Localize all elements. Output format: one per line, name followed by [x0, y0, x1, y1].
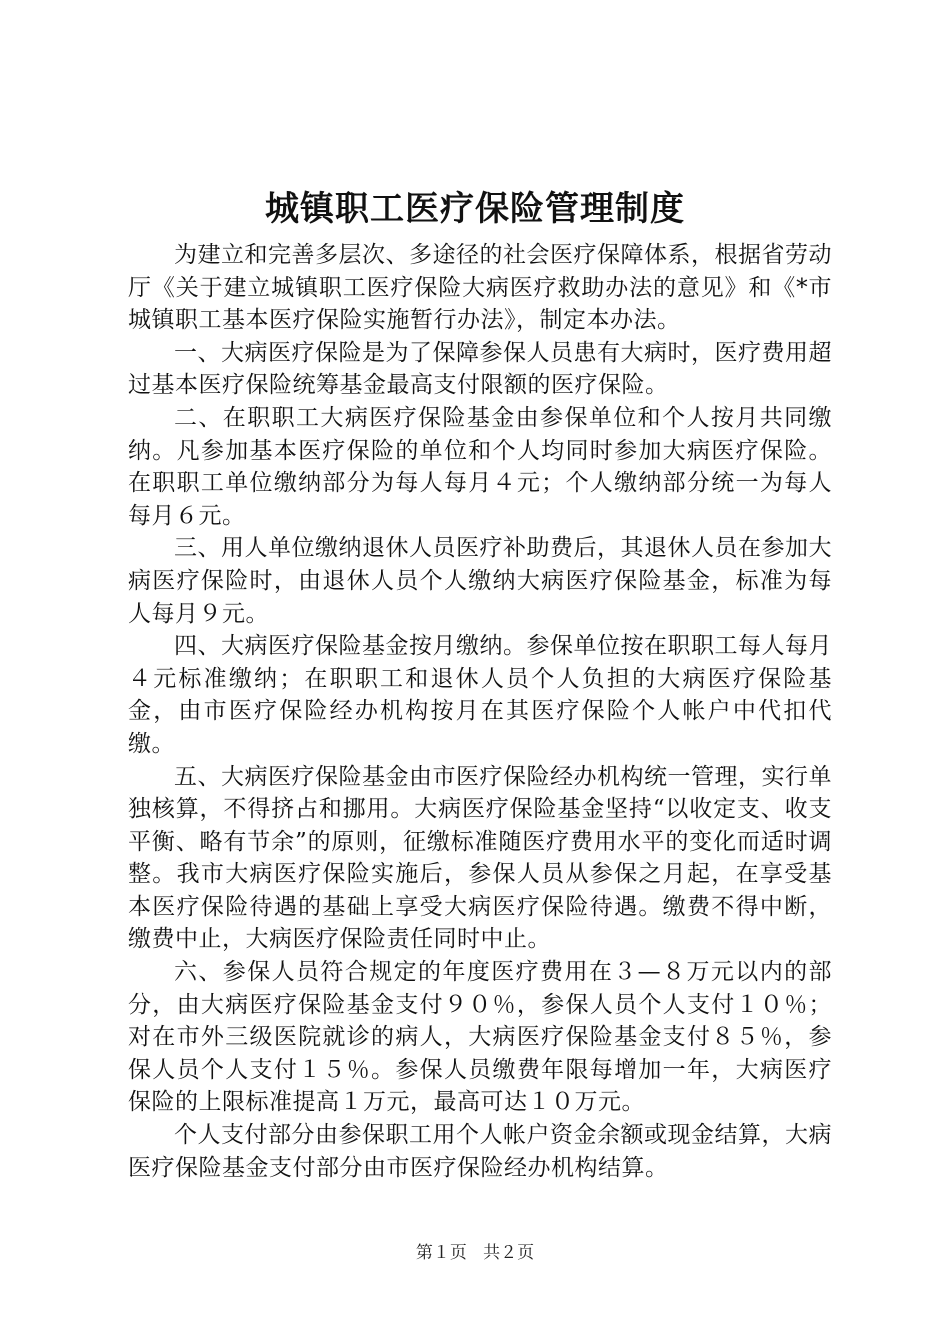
paragraph-intro: 为建立和完善多层次、多途径的社会医疗保障体系，根据省劳动厅《关于建立城镇职工医疗保险大病医疗救助办法的意见》和《*市城镇职工基本医疗保险实施暂行办法》，制定本办法。 [128, 242, 832, 334]
paragraph-clause-5: 五、大病医疗保险基金由市医疗保险经办机构统一管理，实行单独核算，不得挤占和挪用。大病医疗保险基金坚持“以收定支、收支平衡、略有节余”的原则，征缴标准随医疗费用水平的变化而适时调整。我市大病医疗保险实施后，参保人员从参保之月起，在享受基本医疗保险待遇的基础上享受大病医疗保险待遇。缴费不得中断，缴费中止，大病医疗保险责任同时中止。 [128, 763, 832, 953]
page-footer [0, 1241, 950, 1265]
page-total: 共２页 [483, 1243, 535, 1263]
paragraph-clause-6: 六、参保人员符合规定的年度医疗费用在３—８万元以内的部分，由大病医疗保险基金支付９０％，参保人员个人支付１０％；对在市外三级医院就诊的病人，大病医疗保险基金支付８５％，参保人员个人支付１５％。参保人员缴费年限每增加一年，大病医疗保险的上限标准提高１万元，最高可达１０万元。 [128, 959, 832, 1116]
paragraph-settlement: 个人支付部分由参保职工用个人帐户资金余额或现金结算，大病医疗保险基金支付部分由市医疗保险经办机构结算。 [128, 1122, 832, 1181]
document-title: 城镇职工医疗保险管理制度 [265, 189, 685, 229]
paragraph-clause-1: 一、大病医疗保险是为了保障参保人员患有大病时，医疗费用超过基本医疗保险统筹基金最高支付限额的医疗保险。 [128, 339, 832, 399]
page-separator [472, 1243, 477, 1263]
paragraph-clause-4: 四、大病医疗保险基金按月缴纳。参保单位按在职职工每人每月４元标准缴纳；在职职工和退休人员个人负担的大病医疗保险基金，由市医疗保险经办机构按月在其医疗保险个人帐户中代扣代缴。 [128, 633, 832, 757]
paragraph-clause-2: 二、在职职工大病医疗保险基金由参保单位和个人按月共同缴纳。凡参加基本医疗保险的单位和个人均同时参加大病医疗保险。在职职工单位缴纳部分为每人每月４元；个人缴纳部分统一为每人每月６元。 [128, 404, 832, 529]
page-number: 第１页 [415, 1243, 467, 1263]
document-body [128, 239, 832, 1184]
paragraph-clause-3: 三、用人单位缴纳退休人员医疗补助费后，其退休人员在参加大病医疗保险时，由退休人员个人缴纳大病医疗保险基金，标准为每人每月９元。 [128, 535, 832, 627]
